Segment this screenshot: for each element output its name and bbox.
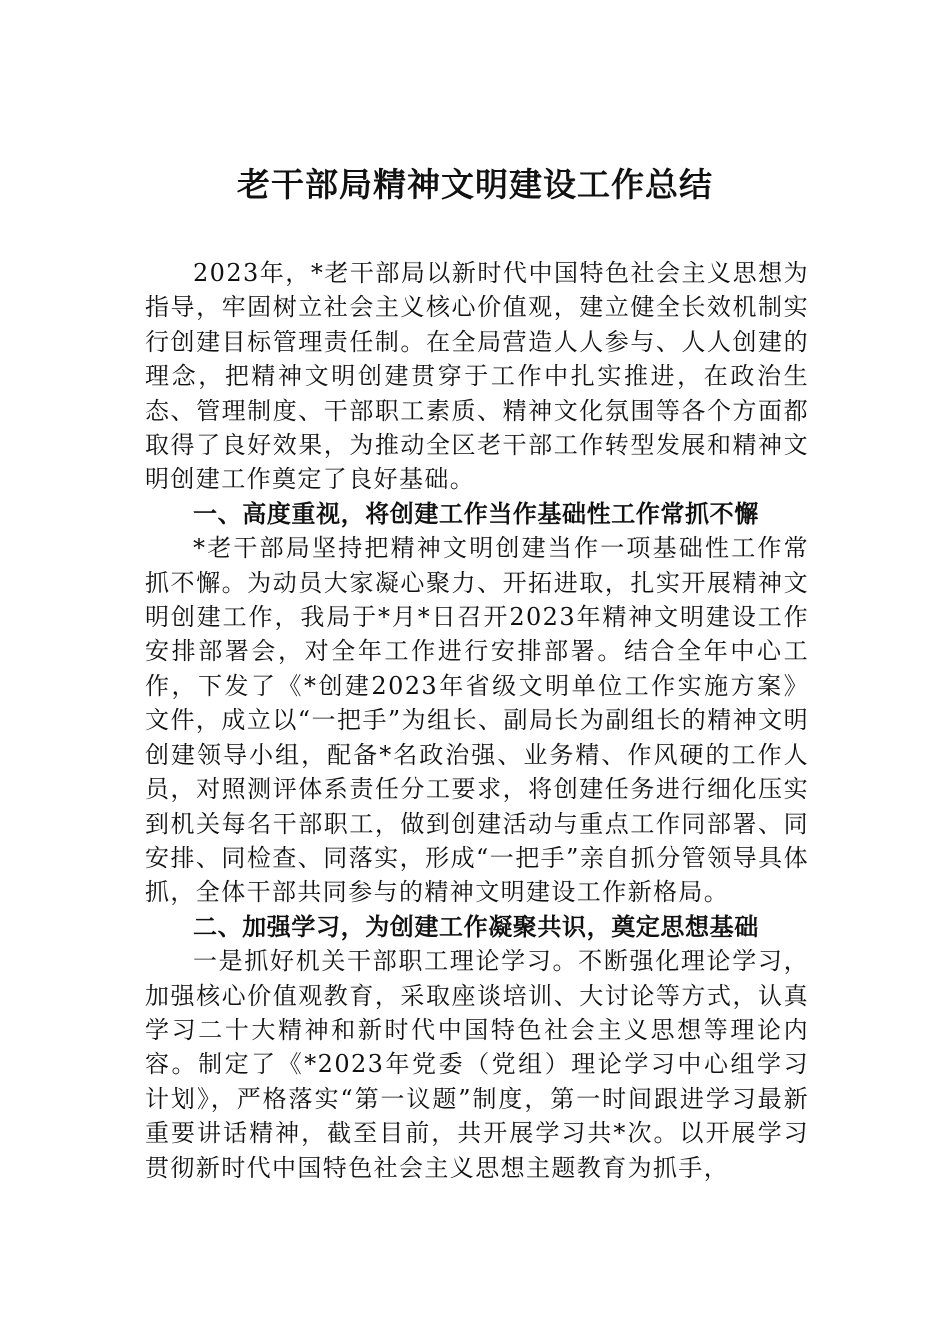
intro-paragraph: 2023年，*老干部局以新时代中国特色社会主义思想为指导，牢固树立社会主义核心价值观，建立健全长效机制实行创建目标管理责任制。在全局营造人人参与、人人创建的理念，把精神文明创建贯穿于工作中扎实推进，在政治生态、管理制度、干部职工素质、精神文化氛围等各个方面都取得了良好效果，为推动全区老干部工作转型发展和精神文明创建工作奠定了良好基础。 (145, 259, 809, 494)
section-1-heading: 一、高度重视，将创建工作当作基础性工作常抓不懈 (193, 499, 759, 528)
document-body (145, 256, 809, 1185)
section-2-paragraph: 一是抓好机关干部职工理论学习。不断强化理论学习，加强核心价值观教育，采取座谈培训、大讨论等方式，认真学习二十大精神和新时代中国特色社会主义思想等理论内容。制定了《*2023年党委（党组）理论学习中心组学习计划》，严格落实“第一议题”制度，第一时间跟进学习最新重要讲话精神，截至目前，共开展学习共*次。以开展学习贯彻新时代中国特色社会主义思想主题教育为抓手， (145, 947, 809, 1182)
section-1-paragraph: *老干部局坚持把精神文明创建当作一项基础性工作常抓不懈。为动员大家凝心聚力、开拓进取，扎实开展精神文明创建工作，我局于*月*日召开2023年精神文明建设工作安排部署会，对全年工作进行安排部署。结合全年中心工作，下发了《*创建2023年省级文明单位工作实施方案》文件，成立以“一把手”为组长、副局长为副组长的精神文明创建领导小组，配备*名政治强、业务精、作风硬的工作人员，对照测评体系责任分工要求，将创建任务进行细化压实到机关每名干部职工，做到创建活动与重点工作同部署、同安排、同检查、同落实，形成“一把手”亲自抓分管领导具体抓，全体干部共同参与的精神文明建设工作新格局。 (145, 534, 809, 907)
document-title: 老干部局精神文明建设工作总结 (237, 165, 713, 204)
section-2-heading: 二、加强学习，为创建工作凝聚共识，奠定思想基础 (193, 912, 759, 941)
